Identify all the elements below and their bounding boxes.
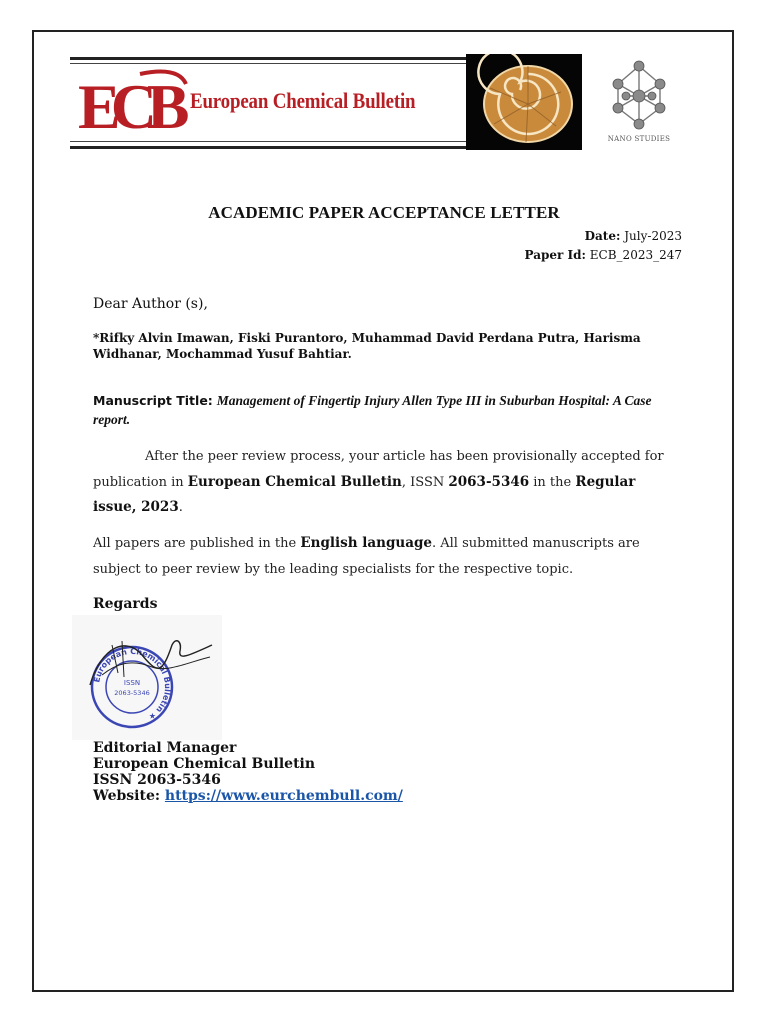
- manuscript-title: Management of Fingertip Injury Allen Type III in Suburban Hospital: A Case report.: [93, 393, 652, 427]
- date-label: Date:: [584, 229, 621, 243]
- author-list: *Rifky Alvin Imawan, Fiski Purantoro, Muhammad David Perdana Putra, Harisma Widhanar, Mochammad Yusuf Bahtiar.: [93, 331, 641, 361]
- acceptance-text: , ISSN: [401, 474, 449, 490]
- signoff-role: Editorial Manager: [93, 740, 237, 756]
- paper-id-label: Paper Id:: [524, 248, 586, 262]
- website-line: [93, 788, 403, 804]
- language-text: . All submitted manuscripts are subject to peer review by the leading specialists for the respective topic.: [93, 536, 640, 577]
- svg-text:ECB: ECB: [78, 71, 180, 142]
- acceptance-text: in the: [529, 474, 576, 490]
- paper-id-line: [525, 248, 682, 262]
- signoff-block: [93, 740, 403, 804]
- acceptance-text: .: [178, 500, 183, 515]
- website-label: Website:: [93, 788, 161, 804]
- acceptance-paragraph: [93, 444, 677, 521]
- language-name: English language: [300, 535, 432, 551]
- issn-number: 2063-5346: [448, 473, 530, 490]
- ecb-logo: [78, 64, 198, 142]
- svg-text:2063-5346: 2063-5346: [114, 689, 150, 697]
- date-line: [585, 229, 682, 243]
- date-value: July-2023: [624, 229, 682, 243]
- letter-title: ACADEMIC PAPER ACCEPTANCE LETTER: [208, 203, 560, 222]
- svg-text:European Chemical Bulletin ★: European Chemical Bulletin ★: [92, 646, 173, 722]
- signature-stamp: [72, 615, 222, 740]
- signoff-issn: ISSN 2063-5346: [93, 772, 221, 788]
- svg-text:ISSN: ISSN: [123, 679, 141, 687]
- paper-id-value: ECB_2023_247: [589, 248, 682, 262]
- language-paragraph: [93, 531, 677, 582]
- manuscript-title-block: [93, 391, 685, 429]
- journal-name: European Chemical Bulletin: [187, 473, 402, 490]
- banner-rule-top: [70, 57, 468, 60]
- website-link[interactable]: https://www.eurchembull.com/: [164, 788, 403, 804]
- brand-name: European Chemical Bulletin: [190, 88, 416, 113]
- manuscript-label: Manuscript Title:: [93, 393, 213, 408]
- issue-name: Regular issue, 2023: [93, 473, 636, 515]
- signoff-org: European Chemical Bulletin: [93, 756, 316, 772]
- greeting: Dear Author (s),: [93, 296, 208, 312]
- nano-studies-caption: NANO STUDIES: [607, 135, 671, 143]
- acceptance-text: After the peer review process, your article has been provisionally accepted for publication in: [93, 449, 664, 490]
- nautilus-shell-image: [466, 54, 582, 150]
- regards: Regards: [93, 596, 158, 612]
- banner-rule-bottom: [70, 146, 468, 149]
- nano-molecule-logo: [604, 60, 674, 130]
- language-text: All papers are published in the: [93, 536, 301, 551]
